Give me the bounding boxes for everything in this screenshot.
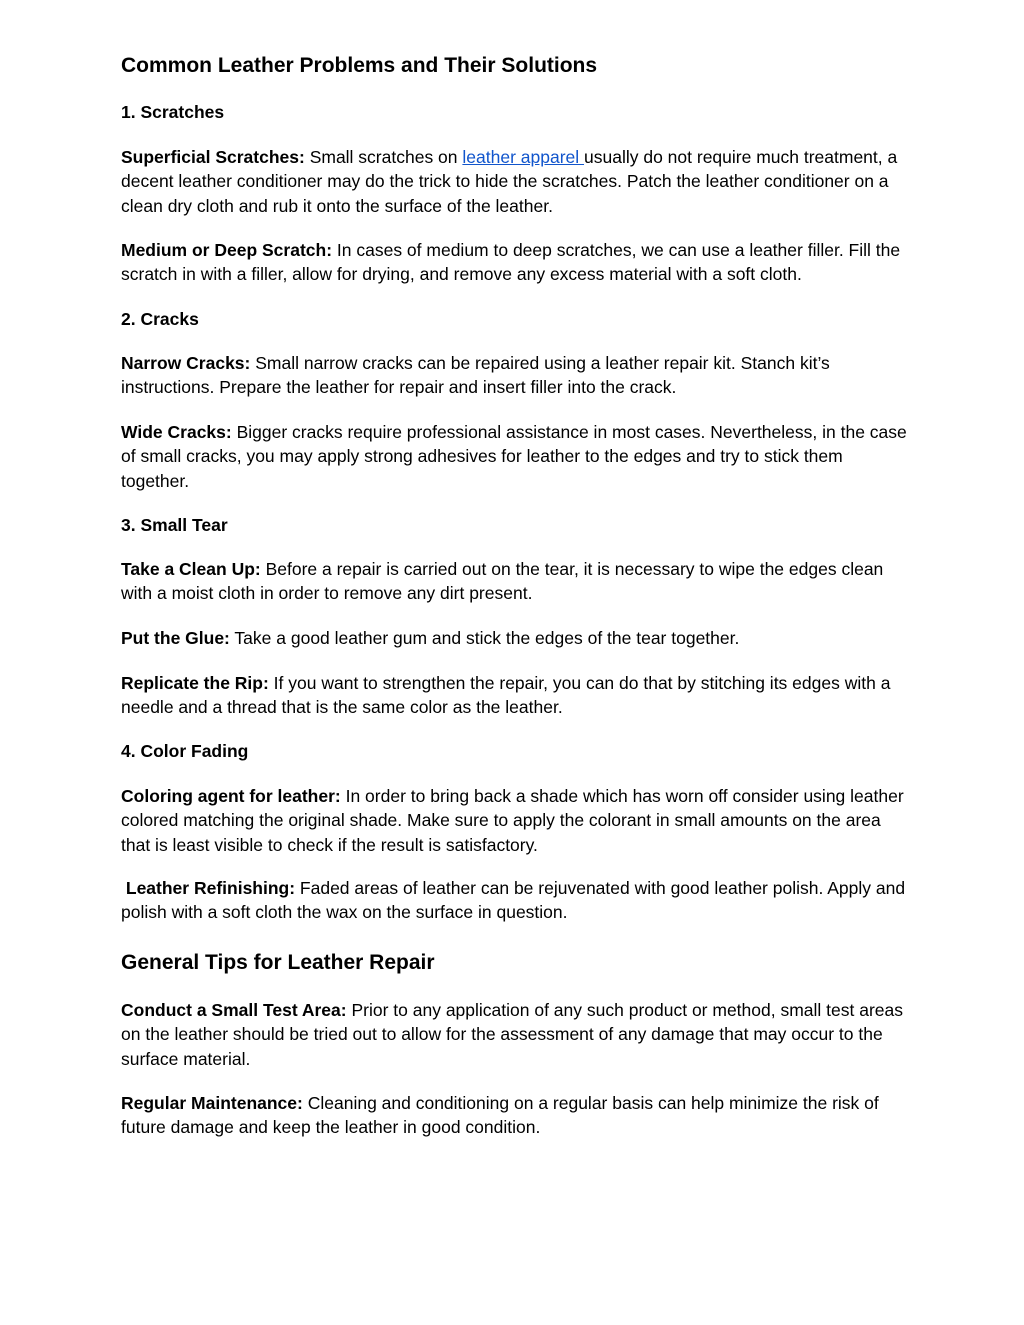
text-regular-maintenance: Cleaning and conditioning on a regular basis can help minimize the risk of future damage and keep the leather in good condition. bbox=[121, 1093, 879, 1138]
label-narrow-cracks: Narrow Cracks: bbox=[121, 353, 251, 373]
text-put-glue: Take a good leather gum and stick the edges of the tear together. bbox=[229, 628, 740, 648]
text-coloring-agent: In order to bring back a shade which has worn off consider using leather colored matching the original shade. Make sure to apply the colorant in small amounts on the area that is least visible to check if the result is satisfactory. bbox=[121, 786, 904, 855]
paragraph-superficial-scratches bbox=[121, 145, 911, 218]
heading-color-fading: 4. Color Fading bbox=[121, 741, 249, 761]
heading-common-leather-problems: Common Leather Problems and Their Solutions bbox=[121, 54, 598, 77]
label-leather-refinishing: Leather Refinishing: bbox=[121, 878, 296, 898]
label-replicate-rip: Replicate the Rip: bbox=[121, 673, 269, 693]
label-coloring-agent: Coloring agent for leather: bbox=[121, 786, 341, 806]
heading-cracks: 2. Cracks bbox=[121, 309, 199, 329]
heading-general-tips: General Tips for Leather Repair bbox=[121, 951, 435, 974]
heading-small-tear: 3. Small Tear bbox=[121, 515, 228, 535]
paragraph-wide-cracks bbox=[121, 420, 911, 493]
paragraph-replicate-rip bbox=[121, 671, 911, 720]
paragraph-small-test-area bbox=[121, 998, 911, 1071]
label-superficial-scratches: Superficial Scratches: bbox=[121, 147, 305, 167]
label-regular-maintenance: Regular Maintenance: bbox=[121, 1093, 303, 1113]
label-clean-up: Take a Clean Up: bbox=[121, 559, 261, 579]
heading-scratches: 1. Scratches bbox=[121, 102, 225, 122]
text-deep-scratch: In cases of medium to deep scratches, we can use a leather filler. Fill the scratch in with a filler, allow for drying, and remove any excess material with a soft cloth. bbox=[121, 240, 901, 285]
label-deep-scratch: Medium or Deep Scratch: bbox=[121, 240, 333, 260]
text-wide-cracks: Bigger cracks require professional assistance in most cases. Nevertheless, in the case of small cracks, you may apply strong adhesives for leather to the edges and try to stick them together. bbox=[121, 422, 907, 491]
paragraph-put-glue bbox=[121, 626, 911, 650]
text-superficial-after-link: usually do not require much treatment, a decent leather conditioner may do the trick to hide the scratches. Patch the leather conditioner on a clean dry cloth and rub it onto the surface of the leather. bbox=[121, 147, 898, 216]
paragraph-coloring-agent bbox=[121, 784, 911, 857]
paragraph-narrow-cracks bbox=[121, 351, 911, 400]
label-small-test-area: Conduct a Small Test Area: bbox=[121, 1000, 347, 1020]
label-wide-cracks: Wide Cracks: bbox=[121, 422, 232, 442]
paragraph-regular-maintenance bbox=[121, 1091, 911, 1140]
paragraph-clean-up bbox=[121, 557, 911, 606]
paragraph-leather-refinishing bbox=[121, 876, 911, 925]
leather-apparel-link[interactable]: leather apparel bbox=[462, 147, 585, 167]
paragraph-deep-scratch bbox=[121, 238, 911, 287]
text-clean-up: Before a repair is carried out on the tear, it is necessary to wipe the edges clean with a moist cloth in order to remove any dirt present. bbox=[121, 559, 884, 604]
label-put-glue: Put the Glue: bbox=[121, 628, 230, 648]
text-narrow-cracks: Small narrow cracks can be repaired using a leather repair kit. Stanch kit’s instructions. Prepare the leather for repair and insert filler into the crack. bbox=[121, 353, 830, 398]
text-small-test-area: Prior to any application of any such product or method, small test areas on the leather should be tried out to allow for the assessment of any damage that may occur to the surface material. bbox=[121, 1000, 904, 1069]
text-superficial-before-link: Small scratches on bbox=[304, 147, 463, 167]
text-replicate-rip: If you want to strengthen the repair, you can do that by stitching its edges with a needle and a thread that is the same color as the leather. bbox=[121, 673, 891, 718]
text-leather-refinishing: Faded areas of leather can be rejuvenated with good leather polish. Apply and polish with a soft cloth the wax on the surface in question. bbox=[121, 878, 910, 923]
